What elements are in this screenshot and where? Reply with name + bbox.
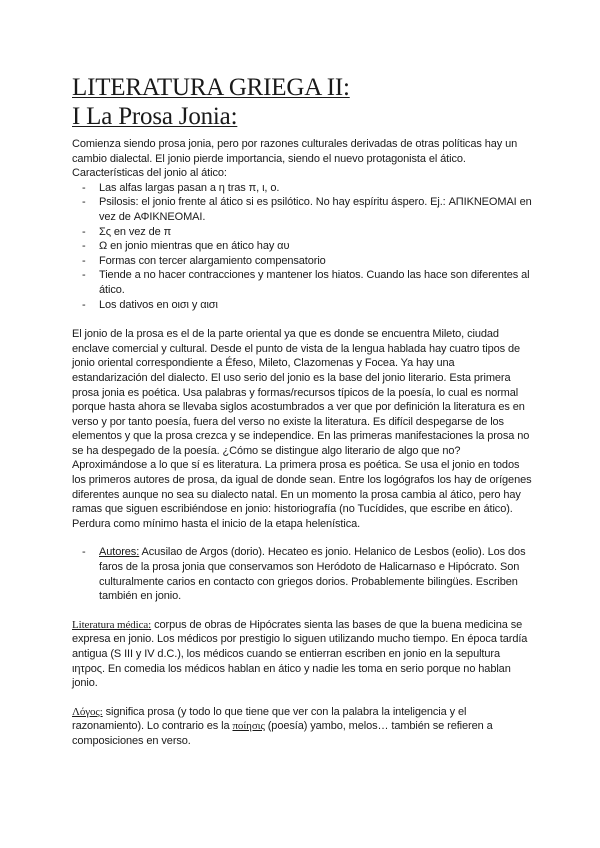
medical-paragraph bbox=[72, 618, 532, 691]
logos-paragraph bbox=[72, 705, 532, 749]
authors-list bbox=[72, 545, 532, 603]
list-item: - Formas con tercer alargamiento compensatorio bbox=[99, 254, 532, 269]
logos-text-2: (poesía) yambo, melos… también se refieren a composiciones en verso. bbox=[72, 720, 493, 747]
list-item: - Σς en vez de π bbox=[99, 225, 532, 240]
list-item: - Los dativos en οισι y αισι bbox=[99, 298, 532, 313]
main-title: LITERATURA GRIEGA II: bbox=[72, 74, 350, 101]
features-list bbox=[72, 181, 532, 312]
logos-label: Λόγος: bbox=[72, 705, 103, 718]
document-content bbox=[72, 73, 532, 749]
authors-item bbox=[99, 545, 532, 603]
authors-text: Acusilao de Argos (dorio). Hecateo es jonio. Helanico de Lesbos (eolio). Los dos faros de la prosa jonia que conservamos son Heródoto de Halicarnaso e Hipócrato. Son culturalmente carios en contacto con griegos dorios. Probablemente bilingües. Escriben también en jonio. bbox=[99, 546, 526, 603]
list-item: - Las alfas largas pasan a η tras π, ι, ο. bbox=[99, 181, 532, 196]
authors-label: Autores: bbox=[99, 546, 140, 559]
logos-text-1: significa prosa (y todo lo que tiene que ver con la palabra la inteligencia y el razonamiento). Lo contrario es la bbox=[72, 705, 467, 733]
features-heading: Características del jonio al ático: bbox=[72, 167, 227, 180]
medical-label: Literatura médica: bbox=[72, 618, 152, 631]
poiesis-word: ποίησις bbox=[232, 720, 265, 733]
medical-text: corpus de obras de Hipócrates sienta las bases de que la buena medicina se expresa en jonio. Los médicos por prestigio lo siguen utilizando mucho tiempo. En época tardía antigua (S III y IV d.C.), los médicos cuando se entierran escriben en jonio en la sepultura ιητρος. En comedia los médicos hablan en ático y nadie les toma en serio porque no hablan jonio. bbox=[72, 618, 528, 690]
list-item: - Tiende a no hacer contracciones y mantener los hiatos. Cuando las hace son diferentes al ático. bbox=[99, 268, 532, 297]
section-title: I La Prosa Jonia: bbox=[72, 103, 238, 130]
list-item: - Ω en jonio mientras que en ático hay αυ bbox=[99, 239, 532, 254]
body-paragraph: El jonio de la prosa es el de la parte oriental ya que es donde se encuentra Mileto, ciudad enclave comercial y cultural. Desde el punto de vista de la lengua hablada hay cuatro tipos de jonio oriental correspondiente a Éfeso, Mileto, Clazomenas y Focea. Ya hay una estandarización del dialecto. El uso serio del jonio es la base del jonio literario. Esta primera prosa jonia es poética. Usa palabras y formas/recursos típicos de la poesía, lo cual es normal porque hasta ahora se llevaba siglos acostumbrados a ver que por definición la literatura es en verso y por tanto poesía, fuera del verso no existe la literatura. Es difícil despegarse de los elementos y que la prosa crezca y se independice. En las primeras manifestaciones la prosa no se ha despegado de la poesía. ¿Cómo se distingue algo literario de algo que no? Aproximándose a lo que sí es literatura. La primera prosa es poética. Se usa el jonio en todos los primeros autores de prosa, da igual de donde sean. Entre los logógrafos los hay de orígenes diferentes aunque no sea su dialecto natal. En un momento la prosa cambia al ático, pero hay ramas que siguen escribiéndose en jonio: historiografía (no Tucídides, que escribe en ático). Perdura como mínimo hasta el inicio de la etapa helenística. bbox=[72, 328, 532, 530]
list-item: - Psilosis: el jonio frente al ático si es psilótico. No hay espíritu áspero. Ej.: ΑΠΙΚΝΕΟΜΑΙ en vez de ΑΦΙΚΝΕΟΜΑΙ. bbox=[99, 195, 532, 224]
intro-paragraph: Comienza siendo prosa jonia, pero por razones culturales derivadas de otras políticas hay un cambio dialectal. El jonio pierde importancia, siendo el nuevo protagonista el ático. bbox=[72, 138, 518, 165]
